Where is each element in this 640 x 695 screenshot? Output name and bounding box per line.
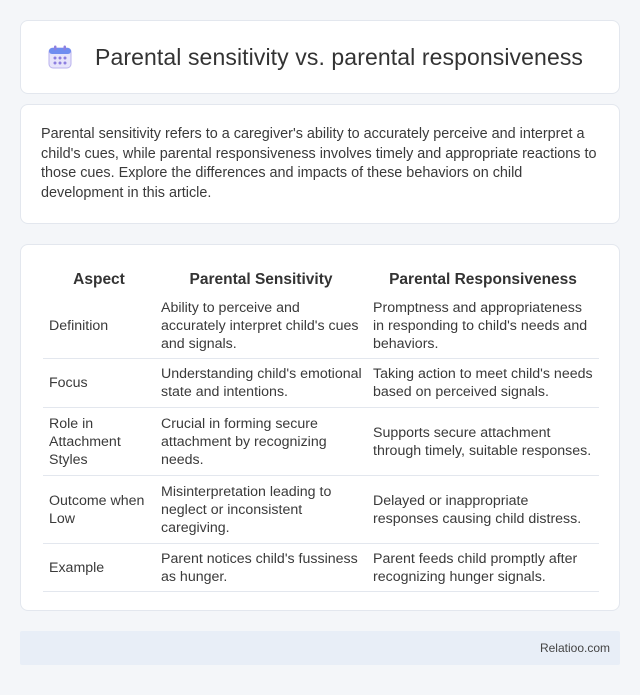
intro-card (20, 104, 620, 224)
intro-paragraph: Parental sensitivity refers to a caregiver's ability to accurately perceive and interpret a child's cues, while parental responsiveness involves timely and appropriate reactions to those cues. Explore the differences and impacts of these behaviors on child development in this article. (41, 126, 597, 201)
table-row (43, 476, 599, 544)
table-row (43, 359, 599, 408)
row-aspect: Example (43, 544, 155, 592)
row-responsiveness: Supports secure attachment through timely, suitable responses. (367, 408, 599, 476)
row-sensitivity: Crucial in forming secure attachment by recognizing needs. (155, 408, 367, 476)
row-responsiveness: Taking action to meet child's needs based on perceived signals. (367, 359, 599, 408)
footer (20, 631, 620, 665)
table-row (43, 293, 599, 359)
row-sensitivity: Understanding child's emotional state and intentions. (155, 359, 367, 408)
table-row (43, 408, 599, 476)
calendar-icon (47, 44, 73, 70)
row-sensitivity: Ability to perceive and accurately interpret child's cues and signals. (155, 293, 367, 359)
comparison-table (43, 261, 599, 592)
row-aspect: Role in Attachment Styles (43, 408, 155, 476)
page-title: Parental sensitivity vs. parental responsiveness (95, 43, 584, 70)
header-sensitivity: Parental Sensitivity (189, 271, 333, 288)
row-sensitivity: Parent notices child's fussiness as hunger. (155, 544, 367, 592)
row-responsiveness: Delayed or inappropriate responses causing child distress. (367, 476, 599, 544)
title-card (20, 20, 620, 94)
table-row (43, 544, 599, 592)
row-aspect: Outcome when Low (43, 476, 155, 544)
footer-brand: Relatioo.com (539, 641, 610, 655)
row-aspect: Focus (43, 359, 155, 408)
comparison-table-card (20, 244, 620, 611)
header-responsiveness: Parental Responsiveness (389, 271, 577, 288)
table-header-row (43, 261, 599, 293)
row-responsiveness: Promptness and appropriateness in responding to child's needs and behaviors. (367, 293, 599, 359)
row-aspect: Definition (43, 293, 155, 359)
row-responsiveness: Parent feeds child promptly after recognizing hunger signals. (367, 544, 599, 592)
row-sensitivity: Misinterpretation leading to neglect or inconsistent caregiving. (155, 476, 367, 544)
header-aspect: Aspect (73, 271, 125, 288)
